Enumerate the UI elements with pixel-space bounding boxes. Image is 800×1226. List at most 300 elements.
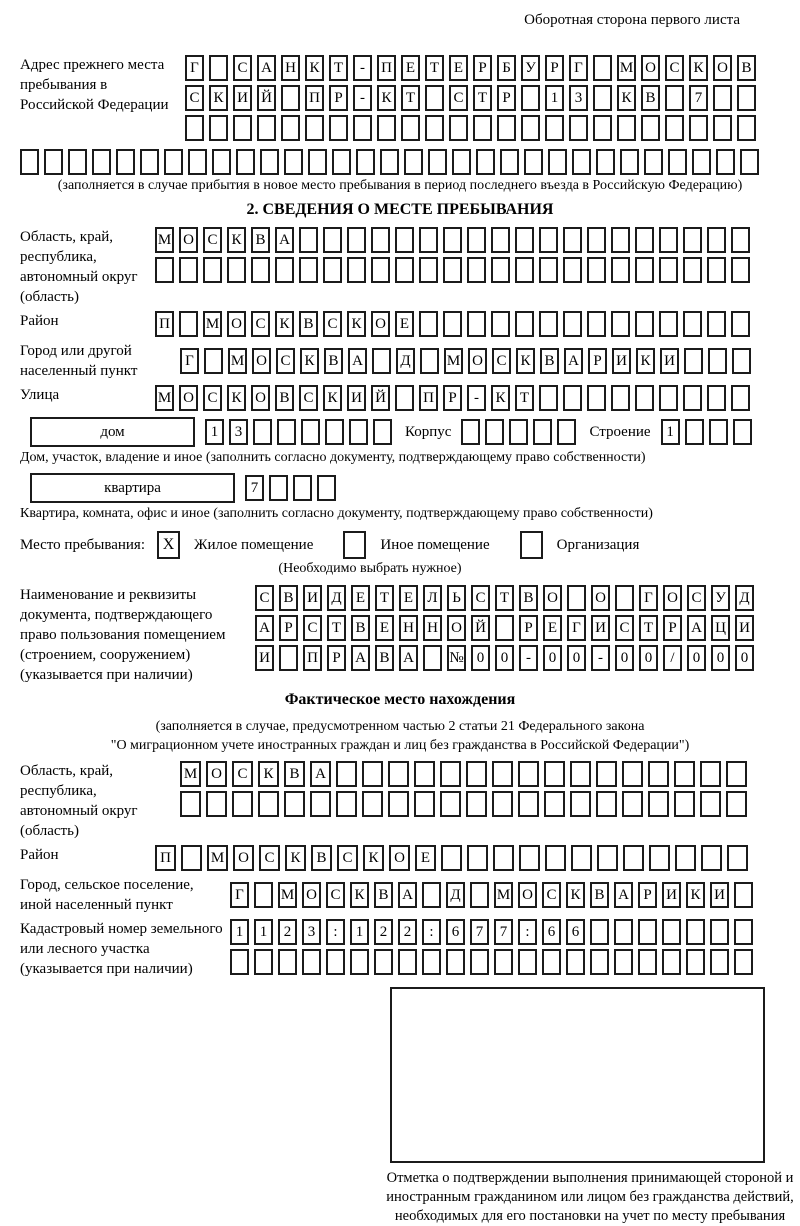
char-box[interactable]: С <box>615 615 634 641</box>
char-box[interactable]: Е <box>415 845 436 871</box>
char-box[interactable]: Г <box>567 615 586 641</box>
char-box[interactable] <box>596 149 615 175</box>
char-box[interactable] <box>521 85 540 111</box>
char-box[interactable] <box>401 115 420 141</box>
char-box[interactable] <box>467 257 486 283</box>
char-box[interactable] <box>689 115 708 141</box>
checkbox-other-premises[interactable] <box>343 531 366 559</box>
char-box[interactable] <box>726 791 747 817</box>
char-box[interactable]: О <box>663 585 682 611</box>
char-box[interactable]: А <box>275 227 294 253</box>
char-box[interactable] <box>395 257 414 283</box>
char-box[interactable]: П <box>377 55 396 81</box>
char-box[interactable] <box>92 149 111 175</box>
char-box[interactable] <box>734 882 753 908</box>
char-box[interactable] <box>260 149 279 175</box>
char-box[interactable] <box>659 227 678 253</box>
char-box[interactable]: К <box>566 882 585 908</box>
char-box[interactable] <box>623 845 644 871</box>
char-box[interactable] <box>731 227 750 253</box>
char-box[interactable]: О <box>206 761 227 787</box>
char-box[interactable] <box>395 227 414 253</box>
char-box[interactable] <box>638 949 657 975</box>
char-box[interactable]: П <box>305 85 324 111</box>
char-box[interactable] <box>509 419 528 445</box>
char-box[interactable] <box>371 227 390 253</box>
char-box[interactable]: И <box>735 615 754 641</box>
char-box[interactable]: В <box>540 348 559 374</box>
char-box[interactable] <box>649 845 670 871</box>
checkbox-organization[interactable] <box>520 531 543 559</box>
char-box[interactable] <box>491 257 510 283</box>
char-box[interactable] <box>570 791 591 817</box>
char-box[interactable] <box>419 227 438 253</box>
char-box[interactable]: 1 <box>661 419 680 445</box>
char-box[interactable] <box>232 791 253 817</box>
char-box[interactable] <box>441 845 462 871</box>
char-box[interactable]: О <box>233 845 254 871</box>
char-box[interactable] <box>685 419 704 445</box>
char-box[interactable]: Е <box>351 585 370 611</box>
char-box[interactable]: К <box>516 348 535 374</box>
char-box[interactable] <box>716 149 735 175</box>
house-type-box[interactable]: дом <box>30 417 195 447</box>
char-box[interactable] <box>414 761 435 787</box>
char-box[interactable]: 1 <box>350 919 369 945</box>
char-box[interactable] <box>713 115 732 141</box>
char-box[interactable] <box>302 949 321 975</box>
char-box[interactable] <box>635 227 654 253</box>
char-box[interactable]: А <box>348 348 367 374</box>
char-box[interactable] <box>277 419 296 445</box>
char-box[interactable]: С <box>326 882 345 908</box>
char-box[interactable] <box>571 845 592 871</box>
char-box[interactable]: 7 <box>689 85 708 111</box>
char-box[interactable]: С <box>232 761 253 787</box>
char-box[interactable] <box>20 149 39 175</box>
char-box[interactable]: О <box>179 385 198 411</box>
char-box[interactable]: О <box>252 348 271 374</box>
char-box[interactable] <box>675 845 696 871</box>
char-box[interactable]: И <box>612 348 631 374</box>
char-box[interactable] <box>467 845 488 871</box>
char-box[interactable]: М <box>155 385 174 411</box>
char-box[interactable]: 0 <box>471 645 490 671</box>
char-box[interactable] <box>422 882 441 908</box>
char-box[interactable] <box>185 115 204 141</box>
char-box[interactable] <box>707 257 726 283</box>
char-box[interactable]: Р <box>638 882 657 908</box>
char-box[interactable] <box>440 791 461 817</box>
char-box[interactable] <box>325 419 344 445</box>
char-box[interactable] <box>203 257 222 283</box>
char-box[interactable]: - <box>591 645 610 671</box>
char-box[interactable] <box>533 419 552 445</box>
char-box[interactable]: Н <box>281 55 300 81</box>
char-box[interactable]: И <box>660 348 679 374</box>
char-box[interactable] <box>597 845 618 871</box>
char-box[interactable]: - <box>353 55 372 81</box>
char-box[interactable]: К <box>305 55 324 81</box>
char-box[interactable] <box>440 761 461 787</box>
char-box[interactable] <box>665 85 684 111</box>
char-box[interactable] <box>44 149 63 175</box>
char-box[interactable]: Т <box>495 585 514 611</box>
char-box[interactable] <box>563 311 582 337</box>
checkbox-residential[interactable]: X <box>157 531 180 559</box>
char-box[interactable] <box>539 311 558 337</box>
char-box[interactable]: 0 <box>615 645 634 671</box>
char-box[interactable]: С <box>203 227 222 253</box>
char-box[interactable] <box>336 791 357 817</box>
char-box[interactable]: 2 <box>374 919 393 945</box>
char-box[interactable] <box>233 115 252 141</box>
char-box[interactable]: Т <box>473 85 492 111</box>
char-box[interactable] <box>377 115 396 141</box>
char-box[interactable] <box>68 149 87 175</box>
char-box[interactable]: - <box>353 85 372 111</box>
char-box[interactable] <box>466 791 487 817</box>
char-box[interactable]: В <box>590 882 609 908</box>
char-box[interactable]: 0 <box>711 645 730 671</box>
char-box[interactable]: С <box>203 385 222 411</box>
char-box[interactable]: 3 <box>302 919 321 945</box>
char-box[interactable] <box>253 419 272 445</box>
char-box[interactable]: 2 <box>398 919 417 945</box>
char-box[interactable] <box>491 311 510 337</box>
char-box[interactable] <box>596 761 617 787</box>
char-box[interactable]: К <box>686 882 705 908</box>
char-box[interactable]: Ь <box>447 585 466 611</box>
char-box[interactable]: К <box>285 845 306 871</box>
char-box[interactable]: В <box>299 311 318 337</box>
char-box[interactable]: К <box>258 761 279 787</box>
char-box[interactable]: 3 <box>569 85 588 111</box>
char-box[interactable] <box>563 227 582 253</box>
char-box[interactable] <box>179 257 198 283</box>
char-box[interactable]: Т <box>401 85 420 111</box>
char-box[interactable]: Г <box>639 585 658 611</box>
char-box[interactable] <box>180 791 201 817</box>
char-box[interactable]: К <box>275 311 294 337</box>
char-box[interactable]: В <box>351 615 370 641</box>
char-box[interactable] <box>518 791 539 817</box>
char-box[interactable]: О <box>227 311 246 337</box>
char-box[interactable] <box>349 419 368 445</box>
char-box[interactable] <box>620 149 639 175</box>
char-box[interactable]: В <box>519 585 538 611</box>
char-box[interactable] <box>622 761 643 787</box>
char-box[interactable] <box>204 348 223 374</box>
char-box[interactable] <box>493 845 514 871</box>
char-box[interactable]: П <box>303 645 322 671</box>
char-box[interactable] <box>470 882 489 908</box>
char-box[interactable]: О <box>179 227 198 253</box>
char-box[interactable] <box>443 227 462 253</box>
char-box[interactable] <box>611 385 630 411</box>
char-box[interactable] <box>308 149 327 175</box>
char-box[interactable]: И <box>233 85 252 111</box>
char-box[interactable]: 2 <box>278 919 297 945</box>
char-box[interactable] <box>644 149 663 175</box>
char-box[interactable] <box>713 85 732 111</box>
char-box[interactable] <box>179 311 198 337</box>
char-box[interactable]: М <box>617 55 636 81</box>
char-box[interactable] <box>420 348 439 374</box>
char-box[interactable]: 7 <box>470 919 489 945</box>
char-box[interactable] <box>414 791 435 817</box>
char-box[interactable]: М <box>180 761 201 787</box>
char-box[interactable]: Р <box>545 55 564 81</box>
char-box[interactable] <box>539 385 558 411</box>
char-box[interactable]: К <box>363 845 384 871</box>
char-box[interactable] <box>635 385 654 411</box>
char-box[interactable]: Й <box>257 85 276 111</box>
char-box[interactable]: 6 <box>542 919 561 945</box>
char-box[interactable]: К <box>209 85 228 111</box>
char-box[interactable] <box>737 85 756 111</box>
char-box[interactable]: Р <box>327 645 346 671</box>
char-box[interactable] <box>683 227 702 253</box>
char-box[interactable] <box>515 227 534 253</box>
char-box[interactable] <box>494 949 513 975</box>
char-box[interactable] <box>587 257 606 283</box>
char-box[interactable] <box>362 761 383 787</box>
char-box[interactable] <box>593 85 612 111</box>
char-box[interactable]: И <box>662 882 681 908</box>
char-box[interactable] <box>353 115 372 141</box>
char-box[interactable]: П <box>419 385 438 411</box>
char-box[interactable]: М <box>278 882 297 908</box>
char-box[interactable] <box>269 475 288 501</box>
char-box[interactable] <box>611 227 630 253</box>
char-box[interactable] <box>544 761 565 787</box>
char-box[interactable] <box>648 791 669 817</box>
char-box[interactable]: Е <box>401 55 420 81</box>
char-box[interactable]: / <box>663 645 682 671</box>
char-box[interactable]: 0 <box>543 645 562 671</box>
char-box[interactable] <box>347 257 366 283</box>
char-box[interactable] <box>395 385 414 411</box>
char-box[interactable] <box>500 149 519 175</box>
char-box[interactable] <box>563 257 582 283</box>
char-box[interactable] <box>140 149 159 175</box>
char-box[interactable] <box>732 348 751 374</box>
char-box[interactable] <box>254 882 273 908</box>
char-box[interactable]: 0 <box>687 645 706 671</box>
char-box[interactable]: 6 <box>446 919 465 945</box>
char-box[interactable]: Р <box>329 85 348 111</box>
char-box[interactable] <box>258 791 279 817</box>
char-box[interactable]: В <box>284 761 305 787</box>
char-box[interactable] <box>707 227 726 253</box>
char-box[interactable] <box>700 761 721 787</box>
char-box[interactable]: В <box>737 55 756 81</box>
char-box[interactable]: Н <box>399 615 418 641</box>
char-box[interactable] <box>542 949 561 975</box>
char-box[interactable] <box>686 919 705 945</box>
char-box[interactable] <box>683 311 702 337</box>
char-box[interactable]: О <box>251 385 270 411</box>
char-box[interactable] <box>659 257 678 283</box>
char-box[interactable] <box>278 949 297 975</box>
char-box[interactable] <box>611 257 630 283</box>
char-box[interactable] <box>284 791 305 817</box>
char-box[interactable] <box>524 149 543 175</box>
char-box[interactable]: К <box>227 227 246 253</box>
char-box[interactable]: 0 <box>495 645 514 671</box>
char-box[interactable] <box>254 949 273 975</box>
char-box[interactable] <box>593 115 612 141</box>
char-box[interactable] <box>326 949 345 975</box>
char-box[interactable]: Т <box>375 585 394 611</box>
char-box[interactable] <box>275 257 294 283</box>
char-box[interactable]: О <box>371 311 390 337</box>
char-box[interactable]: Д <box>446 882 465 908</box>
char-box[interactable] <box>116 149 135 175</box>
char-box[interactable]: Й <box>371 385 390 411</box>
char-box[interactable] <box>707 385 726 411</box>
char-box[interactable]: Г <box>185 55 204 81</box>
char-box[interactable]: С <box>233 55 252 81</box>
char-box[interactable]: В <box>279 585 298 611</box>
char-box[interactable]: А <box>399 645 418 671</box>
char-box[interactable] <box>692 149 711 175</box>
char-box[interactable] <box>683 257 702 283</box>
char-box[interactable] <box>446 949 465 975</box>
char-box[interactable] <box>428 149 447 175</box>
char-box[interactable] <box>492 761 513 787</box>
char-box[interactable] <box>515 257 534 283</box>
char-box[interactable] <box>236 149 255 175</box>
char-box[interactable] <box>374 949 393 975</box>
char-box[interactable]: Д <box>396 348 415 374</box>
char-box[interactable] <box>284 149 303 175</box>
char-box[interactable] <box>731 311 750 337</box>
char-box[interactable]: 0 <box>735 645 754 671</box>
char-box[interactable]: Е <box>375 615 394 641</box>
char-box[interactable]: Р <box>663 615 682 641</box>
char-box[interactable] <box>587 227 606 253</box>
char-box[interactable] <box>443 257 462 283</box>
char-box[interactable] <box>281 115 300 141</box>
char-box[interactable] <box>332 149 351 175</box>
char-box[interactable]: К <box>636 348 655 374</box>
char-box[interactable] <box>305 115 324 141</box>
char-box[interactable]: 0 <box>639 645 658 671</box>
char-box[interactable] <box>398 949 417 975</box>
char-box[interactable]: О <box>389 845 410 871</box>
char-box[interactable] <box>257 115 276 141</box>
char-box[interactable]: 6 <box>566 919 585 945</box>
char-box[interactable]: 1 <box>254 919 273 945</box>
char-box[interactable] <box>587 385 606 411</box>
char-box[interactable] <box>668 149 687 175</box>
char-box[interactable] <box>188 149 207 175</box>
char-box[interactable]: С <box>299 385 318 411</box>
char-box[interactable]: С <box>303 615 322 641</box>
char-box[interactable] <box>495 615 514 641</box>
char-box[interactable] <box>373 419 392 445</box>
char-box[interactable]: 7 <box>494 919 513 945</box>
char-box[interactable] <box>404 149 423 175</box>
char-box[interactable] <box>674 761 695 787</box>
char-box[interactable] <box>593 55 612 81</box>
char-box[interactable]: О <box>518 882 537 908</box>
char-box[interactable] <box>734 919 753 945</box>
char-box[interactable] <box>614 949 633 975</box>
char-box[interactable] <box>659 385 678 411</box>
char-box[interactable] <box>648 761 669 787</box>
char-box[interactable]: С <box>542 882 561 908</box>
char-box[interactable] <box>521 115 540 141</box>
char-box[interactable] <box>485 419 504 445</box>
char-box[interactable] <box>737 115 756 141</box>
char-box[interactable] <box>570 761 591 787</box>
char-box[interactable]: Л <box>423 585 442 611</box>
char-box[interactable] <box>709 419 728 445</box>
char-box[interactable]: Д <box>735 585 754 611</box>
char-box[interactable] <box>371 257 390 283</box>
char-box[interactable] <box>731 257 750 283</box>
char-box[interactable] <box>281 85 300 111</box>
char-box[interactable]: Б <box>497 55 516 81</box>
char-box[interactable]: : <box>518 919 537 945</box>
char-box[interactable] <box>425 115 444 141</box>
char-box[interactable]: П <box>155 311 174 337</box>
char-box[interactable] <box>518 761 539 787</box>
char-box[interactable]: М <box>155 227 174 253</box>
char-box[interactable]: С <box>251 311 270 337</box>
char-box[interactable] <box>329 115 348 141</box>
char-box[interactable]: С <box>185 85 204 111</box>
char-box[interactable]: У <box>521 55 540 81</box>
char-box[interactable] <box>310 791 331 817</box>
char-box[interactable]: А <box>255 615 274 641</box>
char-box[interactable] <box>452 149 471 175</box>
char-box[interactable]: А <box>564 348 583 374</box>
char-box[interactable]: Т <box>515 385 534 411</box>
char-box[interactable]: 0 <box>567 645 586 671</box>
char-box[interactable]: В <box>375 645 394 671</box>
char-box[interactable] <box>539 257 558 283</box>
char-box[interactable] <box>301 419 320 445</box>
char-box[interactable]: В <box>324 348 343 374</box>
char-box[interactable]: А <box>687 615 706 641</box>
char-box[interactable] <box>419 311 438 337</box>
char-box[interactable] <box>635 257 654 283</box>
char-box[interactable] <box>299 227 318 253</box>
char-box[interactable]: К <box>350 882 369 908</box>
char-box[interactable] <box>614 919 633 945</box>
char-box[interactable] <box>700 791 721 817</box>
char-box[interactable]: К <box>300 348 319 374</box>
char-box[interactable] <box>372 348 391 374</box>
char-box[interactable]: О <box>543 585 562 611</box>
char-box[interactable] <box>569 115 588 141</box>
char-box[interactable]: № <box>447 645 466 671</box>
char-box[interactable]: М <box>228 348 247 374</box>
char-box[interactable]: Р <box>519 615 538 641</box>
char-box[interactable] <box>466 761 487 787</box>
char-box[interactable] <box>544 791 565 817</box>
char-box[interactable]: К <box>689 55 708 81</box>
char-box[interactable] <box>155 257 174 283</box>
char-box[interactable] <box>515 311 534 337</box>
char-box[interactable] <box>164 149 183 175</box>
char-box[interactable]: И <box>710 882 729 908</box>
char-box[interactable]: В <box>311 845 332 871</box>
